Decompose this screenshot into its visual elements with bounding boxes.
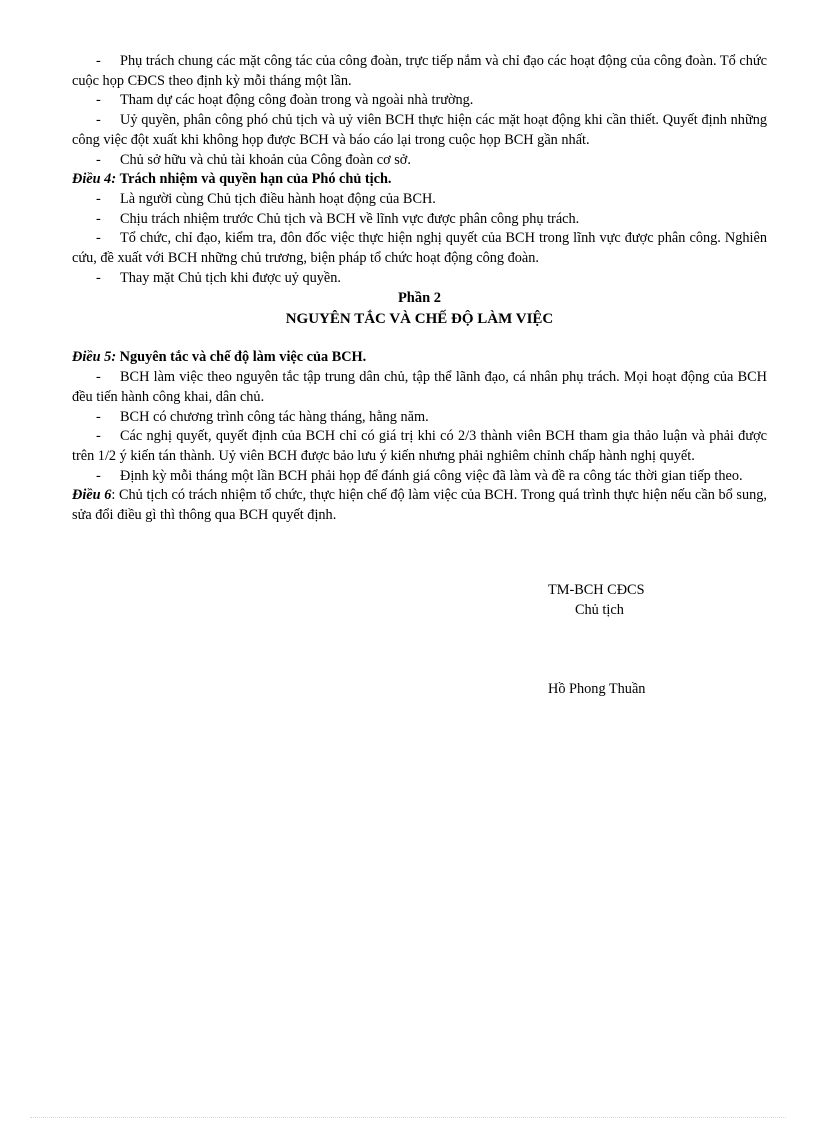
list-item [72,190,767,210]
article-text: : Chủ tịch có trách nhiệm tổ chức, thực hiện chế độ làm việc của BCH. Trong quá trình thực hiện nếu cần bổ sung, sửa đổi điều gì thì thông qua BCH quyết định. [72,487,767,524]
list-dash: - [96,190,101,207]
list-dash: - [96,269,101,286]
list-item [72,427,767,466]
article-label: Điều 4: [72,171,117,188]
list-item [72,91,767,111]
list-item-text: Chủ sở hữu và chủ tài khoản của Công đoàn cơ sở. [120,151,411,168]
article-paragraph-6 [72,486,767,525]
article-heading-5 [72,348,767,368]
list-item-text: Uỷ quyền, phân công phó chủ tịch và uỷ viên BCH thực hiện các mặt hoạt động khi cần thiết. Quyết định những công việc đột xuất khi không họp được BCH và báo cáo lại trong cuộc họp BCH gần nhất. [72,112,767,148]
list-item-text: Các nghị quyết, quyết định của BCH chỉ có giá trị khi có 2/3 thành viên BCH tham gia thảo luận và phải được trên 1/2 ý kiến tán thành. Uỷ viên BCH được bảo lưu ý kiến nhưng phải nghiêm chỉnh chấp hành nghị quyết. [72,428,767,464]
list-item-text: Tổ chức, chỉ đạo, kiểm tra, đôn đốc việc thực hiện nghị quyết của BCH trong lĩnh vực được phân công. Nghiên cứu, đề xuất với BCH những chủ trương, biện pháp tổ chức hoạt động công đoàn. [72,230,767,267]
list-item [72,368,767,407]
list-dash: - [96,53,101,69]
list-dash: - [96,151,101,168]
list-item [72,52,767,91]
list-item-text: Tham dự các hoạt động công đoàn trong và ngoài nhà trường. [120,92,474,109]
list-item-text: Phụ trách chung các mặt công tác của công đoàn, trực tiếp nắm và chỉ đạo các hoạt động của công đoàn. Tổ chức cuộc họp CĐCS theo định kỳ mỗi tháng một lần. [72,53,767,89]
list-dash: - [96,369,101,386]
signature-name: Hồ Phong Thuần [548,681,646,697]
document-body [72,52,767,526]
list-dash: - [96,92,101,109]
part-number: Phần 2 [397,290,442,307]
list-item-text: Chịu trách nhiệm trước Chủ tịch và BCH về lĩnh vực được phân công phụ trách. [120,210,580,227]
article-title: Nguyên tắc và chế độ làm việc của BCH. [119,349,367,366]
article-title: Trách nhiệm và quyền hạn của Phó chủ tịch. [119,171,392,188]
list-item-text: Là người cùng Chủ tịch điều hành hoạt động của BCH. [120,190,436,207]
article-label: Điều 6 [72,487,112,504]
list-dash: - [96,428,101,445]
list-dash: - [96,467,101,484]
list-item [72,210,767,230]
list-item-text: BCH làm việc theo nguyên tắc tập trung dân chủ, tập thể lãnh đạo, cá nhân phụ trách. Mọi hoạt động của BCH đều tiến hành công khai, dân chủ. [72,369,767,405]
list-dash: - [96,210,101,227]
signature-block [548,580,668,699]
list-item [72,151,767,171]
list-item-text: Thay mặt Chủ tịch khi được uỷ quyền. [120,269,341,286]
signature-role: Chủ tịch [575,602,624,618]
signature-org: TM-BCH CĐCS [548,582,645,598]
list-dash: - [96,112,101,129]
article-heading-4 [72,170,767,190]
list-item [72,269,767,289]
part-title: NGUYÊN TẮC VÀ CHẾ ĐỘ LÀM VIỆC [285,311,554,328]
page-bottom-divider [30,1117,786,1118]
list-dash: - [96,408,101,425]
list-item [72,408,767,428]
list-item [72,229,767,268]
list-item [72,111,767,150]
list-item-text: Định kỳ mỗi tháng một lần BCH phải họp để đánh giá công việc đã làm và đề ra công tác thời gian tiếp theo. [120,467,743,484]
list-item [72,467,767,487]
list-dash: - [96,230,101,247]
list-item-text: BCH có chương trình công tác hàng tháng, hằng năm. [120,408,429,425]
article-label: Điều 5: [72,349,117,366]
